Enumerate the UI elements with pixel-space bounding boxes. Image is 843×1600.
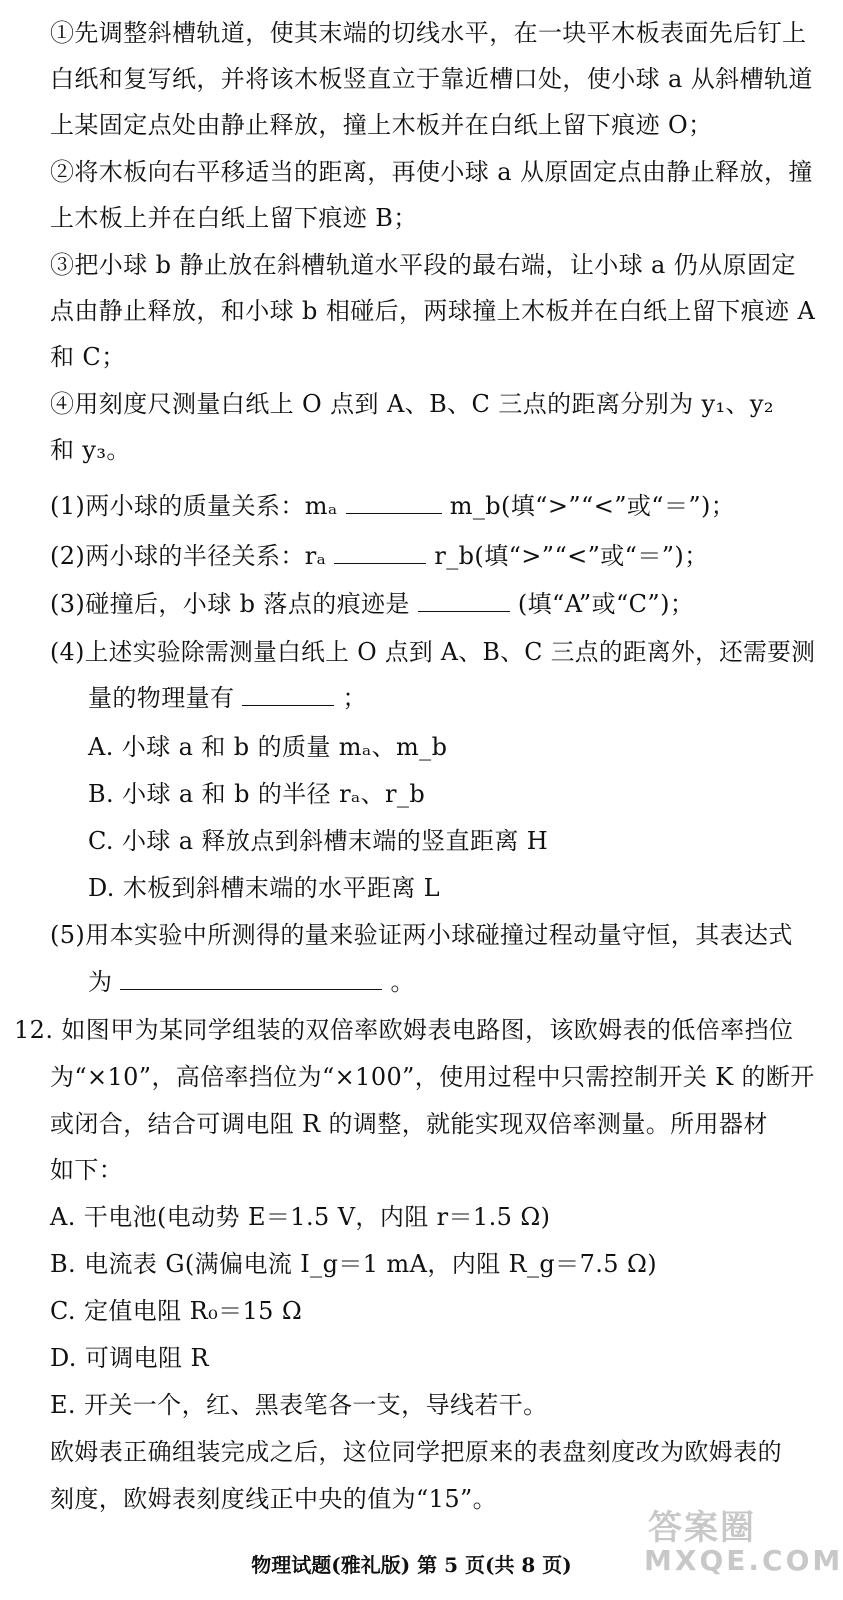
question-12-line-1: 12. 如图甲为某同学组装的双倍率欧姆表电路图，该欧姆表的低倍率挡位 <box>14 1016 794 1044</box>
question-1-hint: m_b(填“>”“<”或“＝”)； <box>449 492 736 520</box>
question-3-hint: (填“A”或“C”)； <box>517 590 695 618</box>
page-footer: 物理试题(雅礼版) 第 5 页(共 8 页) <box>251 1553 572 1577</box>
material-e: E. 开关一个，红、黑表笔各一支，导线若干。 <box>50 1391 548 1419</box>
procedure-line-8: 和 C； <box>50 343 126 371</box>
watermark-text-top: 答案圈 <box>648 1508 756 1548</box>
question-3-text: (3)碰撞后，小球 b 落点的痕迹是 <box>50 590 410 618</box>
question-2-text: (2)两小球的半径关系：rₐ <box>50 542 327 570</box>
question-12-line-3: 或闭合，结合可调电阻 R 的调整，就能实现双倍率测量。所用器材 <box>50 1110 768 1138</box>
question-4-option-d: D. 木板到斜槽末端的水平距离 L <box>88 874 441 902</box>
question-12-tail-2: 刻度，欧姆表刻度线正中央的值为“15”。 <box>50 1485 498 1513</box>
procedure-line-3: 上某固定点处由静止释放，撞上木板并在白纸上留下痕迹 O； <box>50 111 713 139</box>
question-5-end: 。 <box>390 968 415 996</box>
question-2-answer-blank[interactable] <box>334 562 426 564</box>
question-4-answer-blank[interactable] <box>242 704 334 706</box>
question-4-option-b: B. 小球 a 和 b 的半径 rₐ、r_b <box>88 780 426 808</box>
procedure-line-4: ②将木板向右平移适当的距离，再使小球 a 从原固定点由静止释放，撞 <box>50 158 813 186</box>
procedure-line-7: 点由静止释放，和小球 b 相碰后，两球撞上木板并在白纸上留下痕迹 A <box>50 297 816 325</box>
procedure-line-9: ④用刻度尺测量白纸上 O 点到 A、B、C 三点的距离分别为 y₁、y₂ <box>50 390 774 418</box>
material-d: D. 可调电阻 R <box>50 1344 209 1372</box>
question-3 <box>50 589 694 619</box>
question-2-hint: r_b(填“>”“<”或“＝”)； <box>434 542 709 570</box>
question-4-text: 量的物理量有 <box>88 684 235 712</box>
question-4-line-1: (4)上述实验除需测量白纸上 O 点到 A、B、C 三点的距离外，还需要测 <box>50 638 816 666</box>
material-c: C. 定值电阻 R₀＝15 Ω <box>50 1297 303 1325</box>
question-5-line-1: (5)用本实验中所测得的量来验证两小球碰撞过程动量守恒，其表达式 <box>50 921 793 949</box>
material-b: B. 电流表 G(满偏电流 I_g＝1 mA，内阻 R_g＝7.5 Ω) <box>50 1250 658 1278</box>
question-3-answer-blank[interactable] <box>418 610 510 612</box>
question-2 <box>50 541 709 571</box>
question-4-end: ； <box>342 684 367 712</box>
procedure-line-5: 上木板上并在白纸上留下痕迹 B； <box>50 204 418 232</box>
question-12-line-2: 为“×10”，高倍率挡位为“×100”，使用过程中只需控制开关 K 的断开 <box>50 1063 815 1091</box>
question-5-line-2 <box>88 967 415 997</box>
question-4-line-2 <box>88 683 367 713</box>
procedure-line-6: ③把小球 b 静止放在斜槽轨道水平段的最右端，让小球 a 仍从原固定 <box>50 251 796 279</box>
question-12-tail-1: 欧姆表正确组装完成之后，这位同学把原来的表盘刻度改为欧姆表的 <box>50 1438 782 1466</box>
procedure-line-10: 和 y₃。 <box>50 436 131 464</box>
question-1 <box>50 491 735 521</box>
watermark-text-bottom: MXQE.COM <box>644 1544 843 1577</box>
procedure-line-1: ①先调整斜槽轨道，使其末端的切线水平，在一块平木板表面先后钉上 <box>50 19 807 47</box>
question-4-option-c: C. 小球 a 释放点到斜槽末端的竖直距离 H <box>88 827 549 855</box>
watermark-logo <box>640 1500 843 1580</box>
material-a: A. 干电池(电动势 E＝1.5 V，内阻 r＝1.5 Ω) <box>50 1203 551 1231</box>
question-5-text: 为 <box>88 968 113 996</box>
question-1-answer-blank[interactable] <box>346 512 442 514</box>
question-1-text: (1)两小球的质量关系：mₐ <box>50 492 338 520</box>
procedure-line-2: 白纸和复写纸，并将该木板竖直立于靠近槽口处，使小球 a 从斜槽轨道 <box>50 65 813 93</box>
question-4-option-a: A. 小球 a 和 b 的质量 mₐ、m_b <box>88 733 448 761</box>
question-5-answer-blank[interactable] <box>120 988 382 990</box>
question-12-line-4: 如下： <box>50 1156 124 1184</box>
